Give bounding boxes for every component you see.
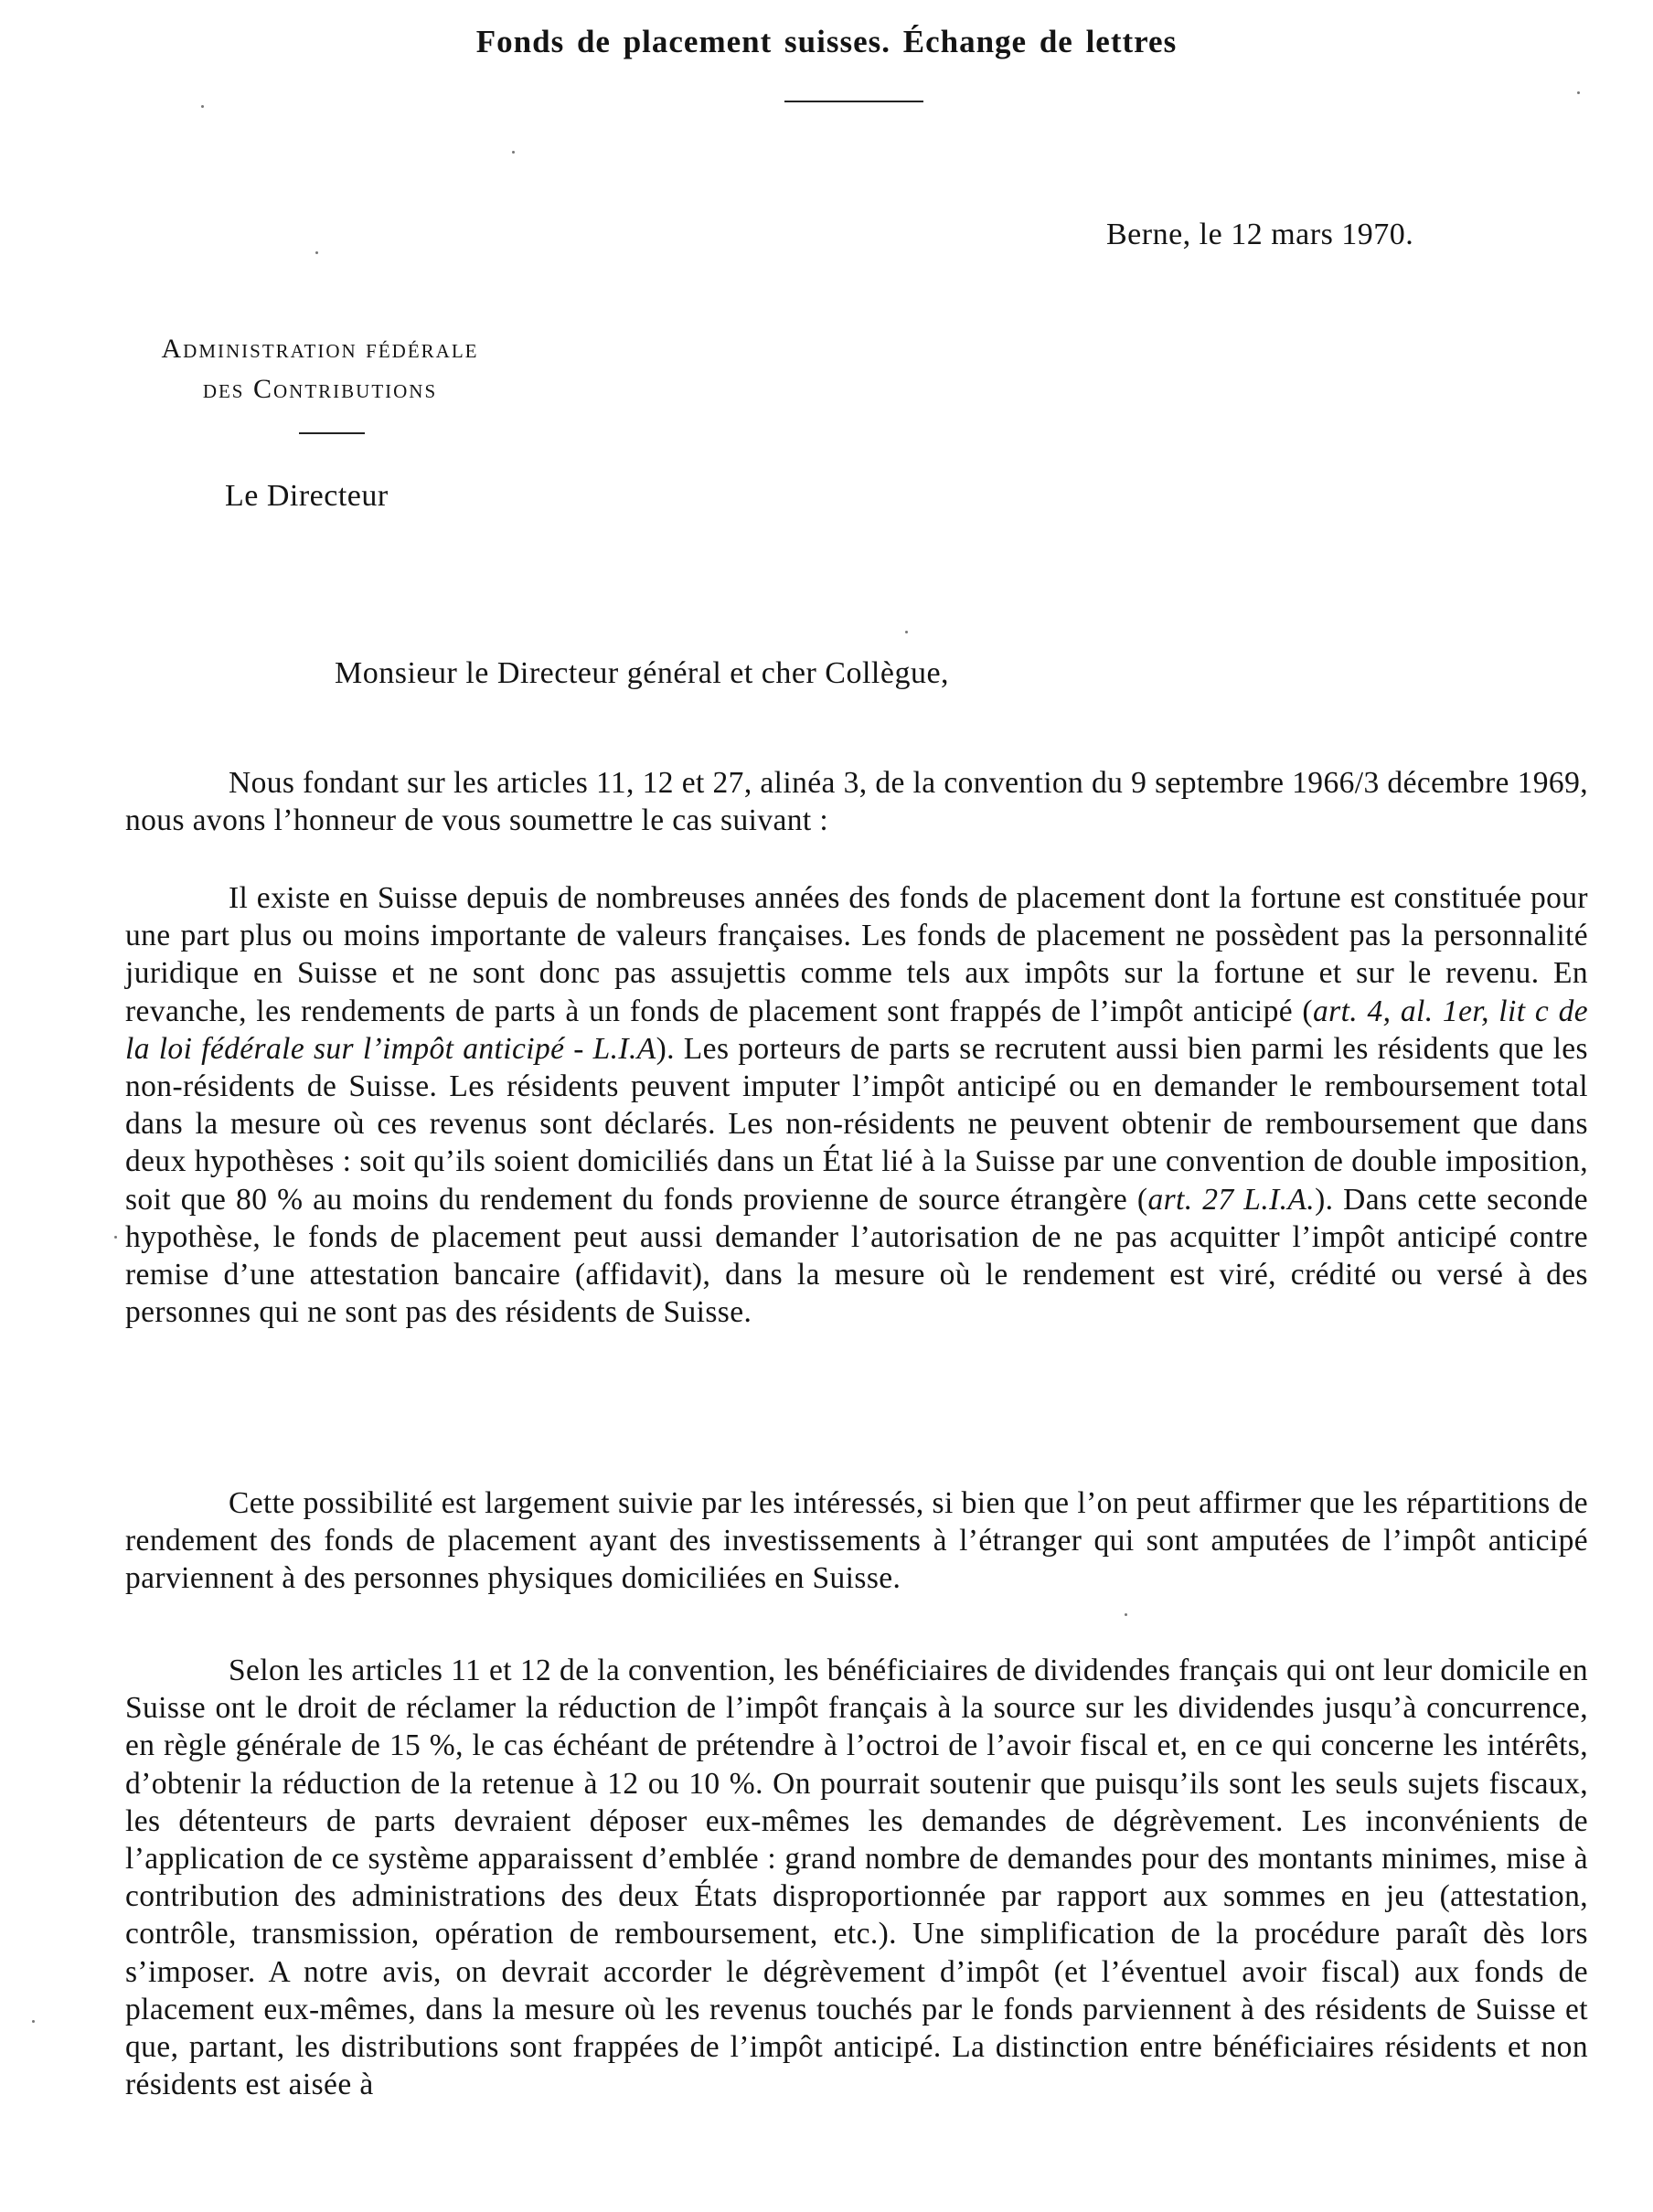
legal-reference-lia-art4: art. 4, al. 1er, lit c de la loi fédérale sur l’impôt anticipé - L.I.A [125, 994, 1588, 1066]
scan-speck [114, 1236, 117, 1239]
paragraph-2 [125, 879, 1588, 1331]
salutation: Monsieur le Directeur général et cher Collègue, [335, 656, 950, 690]
paragraph-4: Selon les articles 11 et 12 de la convention, les bénéficiaires de dividendes français qui ont leur domicile en Suisse ont le droit de réclamer la réduction de l’impôt français à la source sur les dividendes jusqu’à concurrence, en règle générale de 15 %, le cas échéant de prétendre à l’octroi de l’avoir fiscal et, en ce qui concerne les intérêts, d’obtenir la réduction de la retenue à 12 ou 10 %. On pourrait soutenir que puisqu’ils sont les seuls sujets fiscaux, les détenteurs de parts devraient déposer eux-mêmes les demandes de dégrèvement. Les inconvénients de l’application de ce système apparaissent d’emblée : grand nombre de demandes pour des montants minimes, mise à contribution des administrations des deux États disproportionnée par rapport aux sommes en jeu (attestation, contrôle, transmission, opération de remboursement, etc.). Une simplification de la procédure paraît dès lors s’imposer. A notre avis, on devrait accorder le dégrèvement d’impôt (et l’éventuel avoir fiscal) aux fonds de placement eux-mêmes, dans la mesure où les revenus touchés par le fonds parviennent à des résidents de Suisse et que, partant, les distributions sont frappées de l’impôt anticipé. La distinction entre bénéficiaires résidents et non résidents est aisée à [125, 1654, 1588, 2102]
document-title: Fonds de placement suisses. Échange de lettres [475, 24, 1178, 59]
sender-line-1: Administration fédérale [161, 334, 479, 364]
paragraph-3: Cette possibilité est largement suivie par les intéressés, si bien que l’on peut affirmer que les répartitions de rendement des fonds de placement ayant des investissements à l’étranger qui sont amputées de l’impôt anticipé parviennent à des personnes physiques domiciliées en Suisse. [125, 1486, 1588, 1596]
letter-date: Berne, le 12 mars 1970. [1106, 218, 1414, 251]
paragraph-2-text-c: ). Dans cette seconde hypothèse, le fonds de placement peut aussi demander l’autorisation de ne pas acquitter l’impôt anticipé contre remise d’une attestation bancaire (affidavit), dans la mesure où le rendement est viré, crédité ou versé à des personnes qui ne sont pas des résidents de Suisse. [125, 1182, 1588, 1330]
scan-speck [32, 2020, 35, 2023]
sender-position: Le Directeur [225, 479, 389, 513]
sender-line-2: des Contributions [202, 374, 438, 404]
legal-reference-lia-art27: art. 27 L.I.A. [1147, 1182, 1316, 1217]
paragraph-2-text-a: Il existe en Suisse depuis de nombreuses années des fonds de placement dont la fortune est constituée pour une part plus ou moins importante de valeurs françaises. Les fonds de placement ne possèdent pas la personnalité juridique en Suisse et ne sont donc pas assujettis comme tels aux impôts sur la fortune et sur le revenu. En revanche, les rendements de parts à un fonds de placement sont frappés de l’impôt anticipé ( [125, 881, 1588, 1028]
sender-divider [299, 432, 365, 434]
paragraph-2-text-b: ). Les porteurs de parts se recrutent aussi bien parmi les résidents que les non-résidents de Suisse. Les résidents peuvent imputer l’impôt anticipé ou en demander le remboursement total dans la mesure où ces revenus sont déclarés. Les non-résidents ne peuvent obtenir de remboursement que dans deux hypothèses : soit qu’ils soient domiciliés dans un État lié à la Suisse par une convention de double imposition, soit que 80 % au moins du rendement du fonds provienne de source étrangère ( [125, 1031, 1588, 1217]
title-divider [784, 101, 923, 102]
scan-speck [1125, 1613, 1127, 1616]
paragraph-1: Nous fondant sur les articles 11, 12 et 27, alinéa 3, de la convention du 9 septembre 1966/3 décembre 1969, nous avons l’honneur de vous soumettre le cas suivant : [125, 766, 1588, 838]
scan-speck [512, 151, 515, 154]
scan-speck [315, 251, 318, 254]
scan-speck [201, 105, 204, 108]
scan-speck [1577, 91, 1580, 94]
scan-speck [905, 631, 908, 633]
sender-block [0, 329, 640, 409]
